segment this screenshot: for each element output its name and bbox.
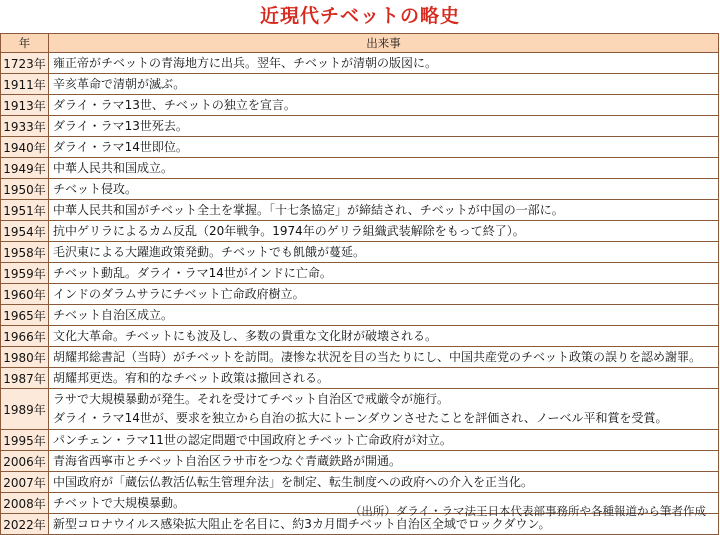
table-row bbox=[1, 284, 719, 305]
column-header-year: 年 bbox=[1, 34, 49, 53]
year-cell: 1951年 bbox=[1, 200, 49, 221]
year-cell: 2022年 bbox=[1, 514, 49, 535]
year-cell: 1989年 bbox=[1, 389, 49, 430]
event-cell bbox=[49, 368, 719, 389]
year-cell: 2006年 bbox=[1, 451, 49, 472]
source-note: （出所）ダライ・ラマ法王日本代表部事務所や各種報道から筆者作成 bbox=[349, 504, 706, 518]
table-row bbox=[1, 472, 719, 493]
year-cell: 1950年 bbox=[1, 179, 49, 200]
event-cell bbox=[49, 221, 719, 242]
event-cell bbox=[49, 389, 719, 430]
event-text: 抗中ゲリラによるカム反乱（20年戦争。1974年のゲリラ組織武装解除をもって終了）。 bbox=[53, 223, 525, 238]
event-cell bbox=[49, 430, 719, 451]
table-row bbox=[1, 200, 719, 221]
year-cell: 2007年 bbox=[1, 472, 49, 493]
table-row bbox=[1, 53, 719, 74]
year-cell: 1954年 bbox=[1, 221, 49, 242]
year-cell: 1911年 bbox=[1, 74, 49, 95]
year-cell: 1949年 bbox=[1, 158, 49, 179]
event-text: パンチェン・ラマ11世の認定問題で中国政府とチベット亡命政府が対立。 bbox=[53, 432, 452, 447]
table-row bbox=[1, 158, 719, 179]
event-text: チベット侵攻。 bbox=[53, 181, 138, 196]
event-text: ダライ・ラマ13世死去。 bbox=[53, 118, 188, 133]
table-header-row bbox=[1, 34, 719, 53]
event-cell bbox=[49, 242, 719, 263]
event-text: ダライ・ラマ13世、チベットの独立を宣言。 bbox=[53, 97, 296, 112]
year-cell: 1980年 bbox=[1, 347, 49, 368]
year-cell: 1958年 bbox=[1, 242, 49, 263]
event-cell bbox=[49, 158, 719, 179]
table-row bbox=[1, 179, 719, 200]
event-text: チベットで大規模暴動。 bbox=[53, 495, 186, 510]
table-row bbox=[1, 305, 719, 326]
event-cell bbox=[49, 472, 719, 493]
event-text: 中華人民共和国成立。 bbox=[53, 160, 174, 175]
event-text: チベット自治区成立。 bbox=[53, 307, 174, 322]
event-cell bbox=[49, 284, 719, 305]
table-row bbox=[1, 430, 719, 451]
table-row bbox=[1, 389, 719, 430]
year-cell: 1966年 bbox=[1, 326, 49, 347]
event-text: ラサで大規模暴動が発生。それを受けてチベット自治区で戒厳令が施行。 bbox=[53, 392, 450, 406]
event-cell bbox=[49, 451, 719, 472]
table-row bbox=[1, 221, 719, 242]
year-cell: 1913年 bbox=[1, 95, 49, 116]
event-cell bbox=[49, 326, 719, 347]
table-row bbox=[1, 347, 719, 368]
event-cell bbox=[49, 137, 719, 158]
event-text: インドのダラムサラにチベット亡命政府樹立。 bbox=[53, 286, 305, 301]
event-cell bbox=[49, 347, 719, 368]
event-cell bbox=[49, 179, 719, 200]
event-text: 胡耀邦更迭。宥和的なチベット政策は撤回される。 bbox=[53, 370, 330, 385]
year-cell: 2008年 bbox=[1, 493, 49, 514]
year-cell: 1723年 bbox=[1, 53, 49, 74]
year-cell: 1987年 bbox=[1, 368, 49, 389]
event-text: 胡耀邦総書記（当時）がチベットを訪問。凄惨な状況を目の当たりにし、中国共産党のチベット政策の誤りを認め謝罪。 bbox=[53, 349, 702, 364]
table-row bbox=[1, 74, 719, 95]
event-text: 中国政府が「蔵伝仏教活仏転生管理弁法」を制定、転生制度への政府への介入を正当化。 bbox=[53, 474, 534, 489]
event-cell bbox=[49, 116, 719, 137]
table-row bbox=[1, 137, 719, 158]
event-text: 青海省西寧市とチベット自治区ラサ市をつなぐ青蔵鉄路が開通。 bbox=[53, 453, 402, 468]
year-cell: 1965年 bbox=[1, 305, 49, 326]
table-row bbox=[1, 242, 719, 263]
table-row bbox=[1, 451, 719, 472]
event-cell bbox=[49, 200, 719, 221]
table-row bbox=[1, 368, 719, 389]
event-cell bbox=[49, 53, 719, 74]
event-text: 雍正帝がチベットの青海地方に出兵。翌年、チベットが清朝の版図に。 bbox=[53, 55, 438, 70]
year-cell: 1940年 bbox=[1, 137, 49, 158]
year-cell: 1959年 bbox=[1, 263, 49, 284]
table-row bbox=[1, 116, 719, 137]
event-text: 辛亥革命で清朝が滅ぶ。 bbox=[53, 76, 186, 91]
column-header-event: 出来事 bbox=[49, 34, 719, 53]
year-cell: 1995年 bbox=[1, 430, 49, 451]
table-row bbox=[1, 263, 719, 284]
year-cell: 1960年 bbox=[1, 284, 49, 305]
event-text: 毛沢東による大躍進政策発動。チベットでも飢餓が蔓延。 bbox=[53, 244, 366, 259]
event-text: 中華人民共和国がチベット全土を掌握。「十七条協定」が締結され、チベットが中国の一部に。 bbox=[53, 202, 564, 217]
page-title: 近現代チベットの略史 bbox=[259, 5, 460, 27]
event-cell bbox=[49, 74, 719, 95]
event-text: チベット動乱。ダライ・ラマ14世がインドに亡命。 bbox=[53, 265, 332, 280]
event-cell bbox=[49, 95, 719, 116]
table-row bbox=[1, 95, 719, 116]
event-text: 新型コロナウイルス感染拡大阻止を名目に、約3カ月間チベット自治区全域でロックダウン。 bbox=[53, 516, 551, 531]
event-cell bbox=[49, 263, 719, 284]
table-row bbox=[1, 326, 719, 347]
event-text: 文化大革命。チベットにも波及し、多数の貴重な文化財が破壊される。 bbox=[53, 328, 438, 343]
timeline-table bbox=[0, 33, 719, 535]
event-text: ダライ・ラマ14世即位。 bbox=[53, 139, 188, 154]
table-body bbox=[1, 53, 719, 535]
year-cell: 1933年 bbox=[1, 116, 49, 137]
event-cell bbox=[49, 305, 719, 326]
event-text: ダライ・ラマ14世が、要求を独立から自治の拡大にトーンダウンさせたことを評価され、ノーベル平和賞を受賞。 bbox=[53, 411, 668, 425]
